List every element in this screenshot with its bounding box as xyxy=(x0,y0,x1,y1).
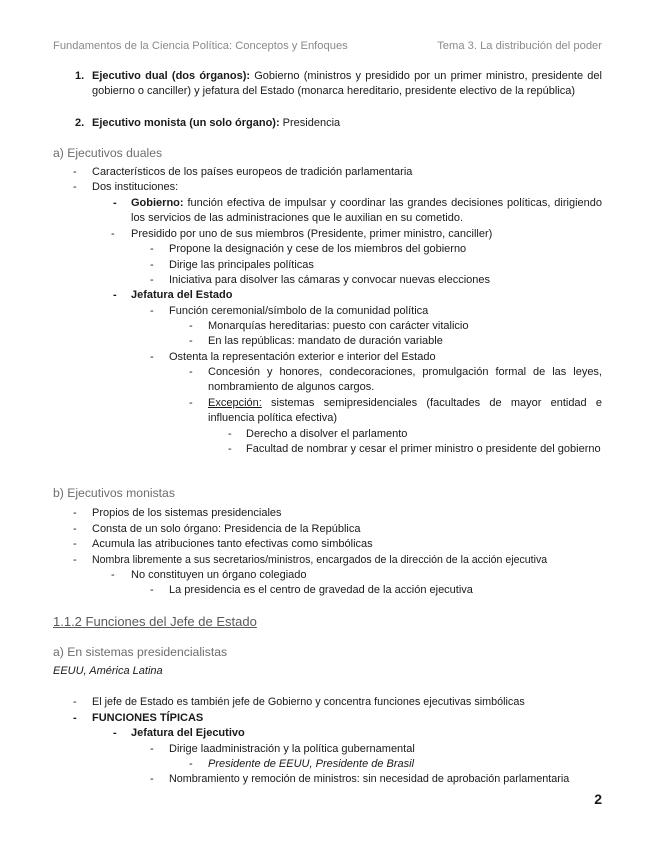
list-item: Dos instituciones: xyxy=(92,181,179,193)
list-item-jefatura-ejecutivo: Jefatura del Ejecutivo xyxy=(131,727,245,739)
section-heading-monistas: b) Ejecutivos monistas xyxy=(53,486,175,500)
list-item: Propone la designación y cese de los miembros del gobierno xyxy=(169,243,467,255)
list-item-excepcion xyxy=(208,396,602,426)
bullet-dash-bold: - xyxy=(73,712,77,724)
bullet-dash: - xyxy=(73,696,77,708)
list-item: Concesión y honores, condecoraciones, promulgación formal de las leyes, nombramiento de algunos cargos. xyxy=(208,366,602,393)
section-heading-presidencialistas: a) En sistemas presidencialistas xyxy=(53,645,228,659)
list-item: No constituyen un órgano colegiado xyxy=(131,569,307,581)
list-item: Consta de un solo órgano: Presidencia de la República xyxy=(92,523,361,535)
list-item: Monarquías hereditarias: puesto con carácter vitalicio xyxy=(208,320,469,332)
header-course-title: Fundamentos de la Ciencia Política: Conceptos y Enfoques xyxy=(53,40,348,52)
bullet-dash: - xyxy=(111,228,115,240)
list-item: Nombra libremente a sus secretarios/ministros, encargados de la dirección de la acción ejecutiva xyxy=(92,554,548,566)
list-item: Facultad de nombrar y cesar el primer ministro o presidente del gobierno xyxy=(246,443,601,455)
bullet-dash: - xyxy=(189,758,193,770)
list-item: Dirige las principales políticas xyxy=(169,259,314,271)
bullet-dash: - xyxy=(150,773,154,785)
page-number: 2 xyxy=(594,791,602,807)
bullet-dash: - xyxy=(150,584,154,596)
list-item-jefatura: Jefatura del Estado xyxy=(131,289,233,301)
list-item: Iniciativa para disolver las cámaras y convocar nuevas elecciones xyxy=(169,274,490,286)
intro-item-dual xyxy=(92,69,602,99)
bullet-dash: - xyxy=(73,554,77,566)
list-number-1: 1. xyxy=(75,70,85,82)
bullet-dash: - xyxy=(73,538,77,550)
gobierno-text: función efectiva de impulsar y coordinar las grandes decisiones políticas, dirigiendo los servicios de las administraciones que le auxilian en su cometido. xyxy=(131,197,602,224)
bullet-dash: - xyxy=(189,320,193,332)
bullet-dash: - xyxy=(228,443,232,455)
bullet-dash: - xyxy=(150,243,154,255)
list-item: Nombramiento y remoción de ministros: sin necesidad de aprobación parlamentaria xyxy=(169,773,570,785)
bullet-dash-bold: - xyxy=(113,727,117,739)
list-item: El jefe de Estado es también jefe de Gobierno y concentra funciones ejecutivas simbólicas xyxy=(92,696,525,708)
list-item: Dirige laadministración y la política gubernamental xyxy=(169,743,415,755)
bullet-dash: - xyxy=(228,428,232,440)
bullet-dash: - xyxy=(189,397,193,409)
list-item: La presidencia es el centro de gravedad de la acción ejecutiva xyxy=(169,584,473,596)
bullet-dash: - xyxy=(189,366,193,378)
bullet-dash: - xyxy=(111,569,115,581)
list-item: Propios de los sistemas presidenciales xyxy=(92,507,282,519)
bullet-dash: - xyxy=(73,523,77,535)
bullet-dash-bold: - xyxy=(113,289,117,301)
examples-text: EEUU, América Latina xyxy=(53,665,163,677)
bullet-dash: - xyxy=(73,181,77,193)
bullet-dash: - xyxy=(150,259,154,271)
bullet-dash: - xyxy=(189,335,193,347)
intro-item-dual-text: Gobierno (ministros y presidido por un primer ministro, presidente del gobierno o canciller) y jefatura del Estado (monarca hereditario, presidente electivo de la república) xyxy=(92,70,602,97)
bullet-dash: - xyxy=(150,274,154,286)
bullet-dash: - xyxy=(150,743,154,755)
intro-item-dual-term: Ejecutivo dual (dos órganos): xyxy=(92,70,251,82)
list-item: Derecho a disolver el parlamento xyxy=(246,428,408,440)
header-topic-title: Tema 3. La distribución del poder xyxy=(437,40,602,52)
excepcion-term: Excepción: xyxy=(208,397,262,409)
list-number-2: 2. xyxy=(75,117,85,129)
bullet-dash: - xyxy=(150,351,154,363)
list-item-gobierno xyxy=(131,196,602,226)
list-item: Función ceremonial/símbolo de la comunidad política xyxy=(169,305,429,317)
intro-item-monista-term: Ejecutivo monista (un solo órgano): xyxy=(92,117,280,129)
gobierno-term: Gobierno: xyxy=(131,197,184,209)
section-heading-duales: a) Ejecutivos duales xyxy=(53,146,163,160)
list-item-funciones-tipicas: FUNCIONES TÍPICAS xyxy=(92,712,204,724)
list-item: Característicos de los países europeos de tradición parlamentaria xyxy=(92,166,413,178)
subsection-heading-funciones: 1.1.2 Funciones del Jefe de Estado xyxy=(53,614,257,629)
list-item: En las repúblicas: mandato de duración variable xyxy=(208,335,443,347)
bullet-dash-bold: - xyxy=(113,197,117,209)
intro-item-monista-text: Presidencia xyxy=(279,117,341,129)
list-item: Presidido por uno de sus miembros (Presidente, primer ministro, canciller) xyxy=(131,228,493,240)
excepcion-text: sistemas semipresidenciales (facultades de mayor entidad e influencia política efectiva) xyxy=(208,397,602,424)
bullet-dash: - xyxy=(150,305,154,317)
list-item: Acumula las atribuciones tanto efectivas como simbólicas xyxy=(92,538,373,550)
bullet-dash: - xyxy=(73,507,77,519)
intro-item-monista xyxy=(92,116,340,131)
list-item: Presidente de EEUU, Presidente de Brasil xyxy=(208,758,415,770)
list-item: Ostenta la representación exterior e interior del Estado xyxy=(169,351,436,363)
bullet-dash: - xyxy=(73,166,77,178)
